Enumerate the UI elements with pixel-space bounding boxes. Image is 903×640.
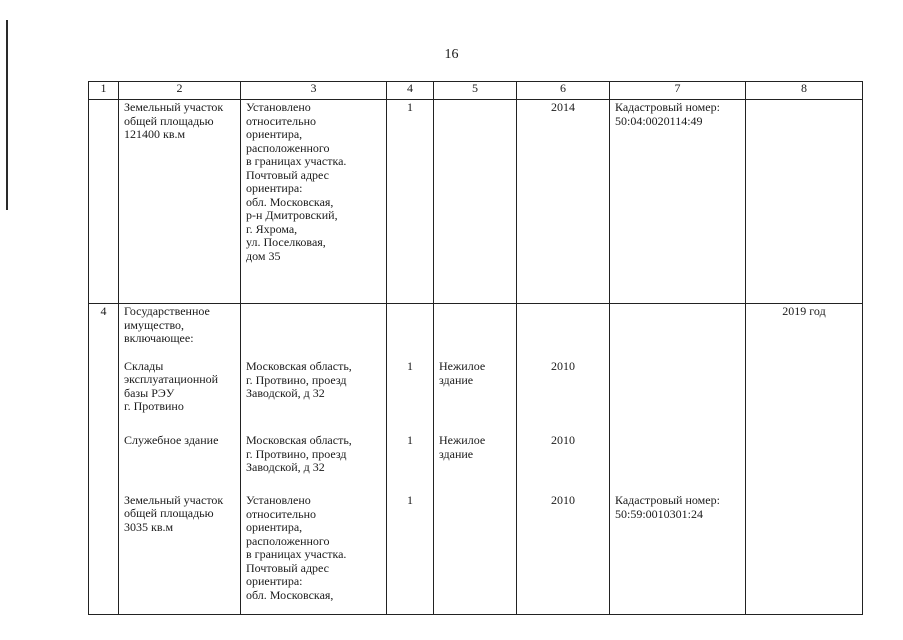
property-type xyxy=(434,100,517,304)
header-col-6: 6 xyxy=(517,82,610,100)
item-3-location: Установлено относительно ориентира, расположенного в границах участка. Почтовый адрес ориентира: обл. Московская, xyxy=(246,493,347,602)
item-2-name: Служебное здание xyxy=(124,432,219,447)
property-type xyxy=(434,304,517,615)
item-1-note xyxy=(615,360,740,434)
item-2-location: Московская область, г. Протвино, проезд Заводской, д 32 xyxy=(246,433,352,474)
row-number xyxy=(89,100,119,304)
property-note xyxy=(610,304,746,615)
header-col-4: 4 xyxy=(387,82,434,100)
header-col-7: 7 xyxy=(610,82,746,100)
group-title: Государственное имущество, включающее: xyxy=(124,304,210,345)
header-col-3: 3 xyxy=(241,82,387,100)
property-quantity xyxy=(387,304,434,615)
header-col-1: 1 xyxy=(89,82,119,100)
page-number: 16 xyxy=(444,47,459,62)
item-1-location: Московская область, г. Протвино, проезд Заводской, д 32 xyxy=(246,359,352,400)
property-name-text: Земельный участок общей площадью 121400 кв.м xyxy=(124,100,224,141)
item-2-quantity: 1 xyxy=(407,433,413,447)
property-location xyxy=(241,304,387,615)
property-deadline xyxy=(746,100,863,304)
property-location-text: Установлено относительно ориентира, расположенного в границах участка. Почтовый адрес ориентира: обл. Московская, р-н Дмитровский, г. Яхрома, ул. Поселковая, дом 35 xyxy=(246,100,347,263)
property-year xyxy=(517,304,610,615)
header-col-2: 2 xyxy=(119,82,241,100)
property-location xyxy=(241,100,387,304)
item-2-note xyxy=(615,434,740,494)
item-3-quantity: 1 xyxy=(407,493,413,507)
item-1-type: Нежилое здание xyxy=(439,359,486,387)
item-3-name: Земельный участок общей площадью 3035 кв.м xyxy=(124,492,224,534)
table-row xyxy=(89,304,863,615)
table-row xyxy=(89,100,863,304)
item-2-year: 2010 xyxy=(551,433,575,447)
header-col-8: 8 xyxy=(746,82,863,100)
item-3-year: 2010 xyxy=(551,493,575,507)
property-quantity: 1 xyxy=(387,100,434,304)
header-row xyxy=(89,82,863,100)
property-deadline: 2019 год xyxy=(746,304,863,615)
item-3-note: Кадастровый номер: 50:59:0010301:24 xyxy=(615,493,720,521)
row-number: 4 xyxy=(89,304,119,615)
property-name xyxy=(119,304,241,615)
property-note-text: Кадастровый номер: 50:04:0020114:49 xyxy=(615,100,720,128)
property-name xyxy=(119,100,241,304)
property-year: 2014 xyxy=(517,100,610,304)
item-1-name: Склады эксплуатационной базы РЭУ г. Протвино xyxy=(124,358,219,413)
header-col-5: 5 xyxy=(434,82,517,100)
property-table xyxy=(88,81,863,615)
property-note xyxy=(610,100,746,304)
item-1-year: 2010 xyxy=(551,359,575,373)
item-2-type: Нежилое здание xyxy=(439,433,486,461)
item-1-quantity: 1 xyxy=(407,359,413,373)
